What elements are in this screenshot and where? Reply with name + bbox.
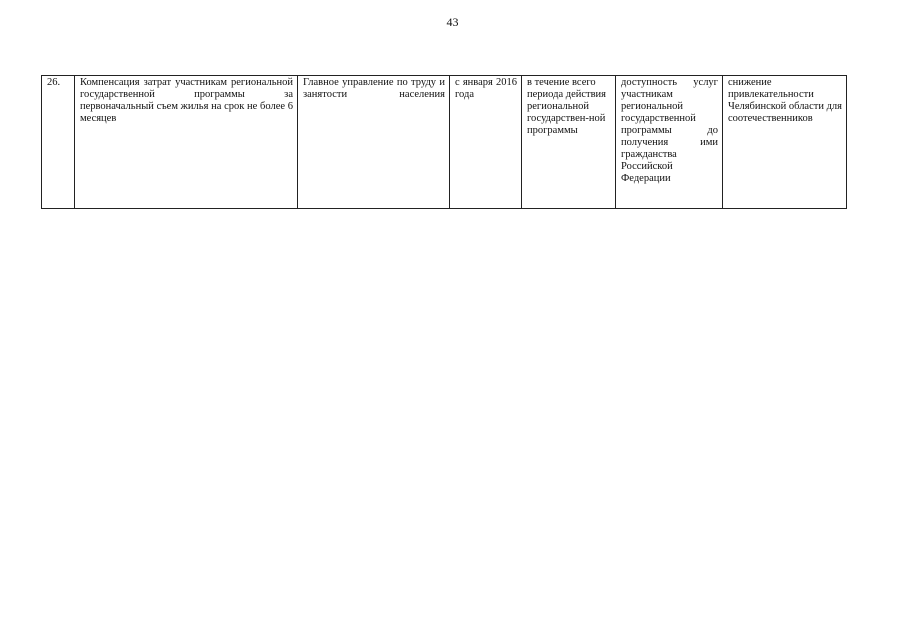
row-number-cell [42, 76, 75, 209]
executor-cell [298, 76, 450, 209]
consequence-text: снижение привлекательности Челябинской области для соотечественников [728, 77, 842, 124]
executor-text: Главное управление по труду и занятости населения [303, 77, 445, 100]
measure-text: Компенсация затрат участникам региональной государственной программы за первоначальный съем жилья на срок не более 6 месяцев [80, 77, 293, 124]
page-number: 43 [446, 15, 459, 29]
row-number: 26. [47, 77, 61, 88]
start-cell [450, 76, 522, 209]
measures-table [41, 75, 847, 209]
measure-cell [75, 76, 298, 209]
table-row [42, 76, 847, 209]
term-text: в течение всего периода действия региональной государствен-ной программы [527, 77, 607, 136]
start-text: с января 2016 года [455, 77, 517, 100]
result-text: доступность услуг участникам региональной государственной программы до получения ими гражданства Российской Федерации [621, 77, 718, 184]
term-cell [522, 76, 616, 209]
consequence-cell [723, 76, 847, 209]
result-cell [616, 76, 723, 209]
